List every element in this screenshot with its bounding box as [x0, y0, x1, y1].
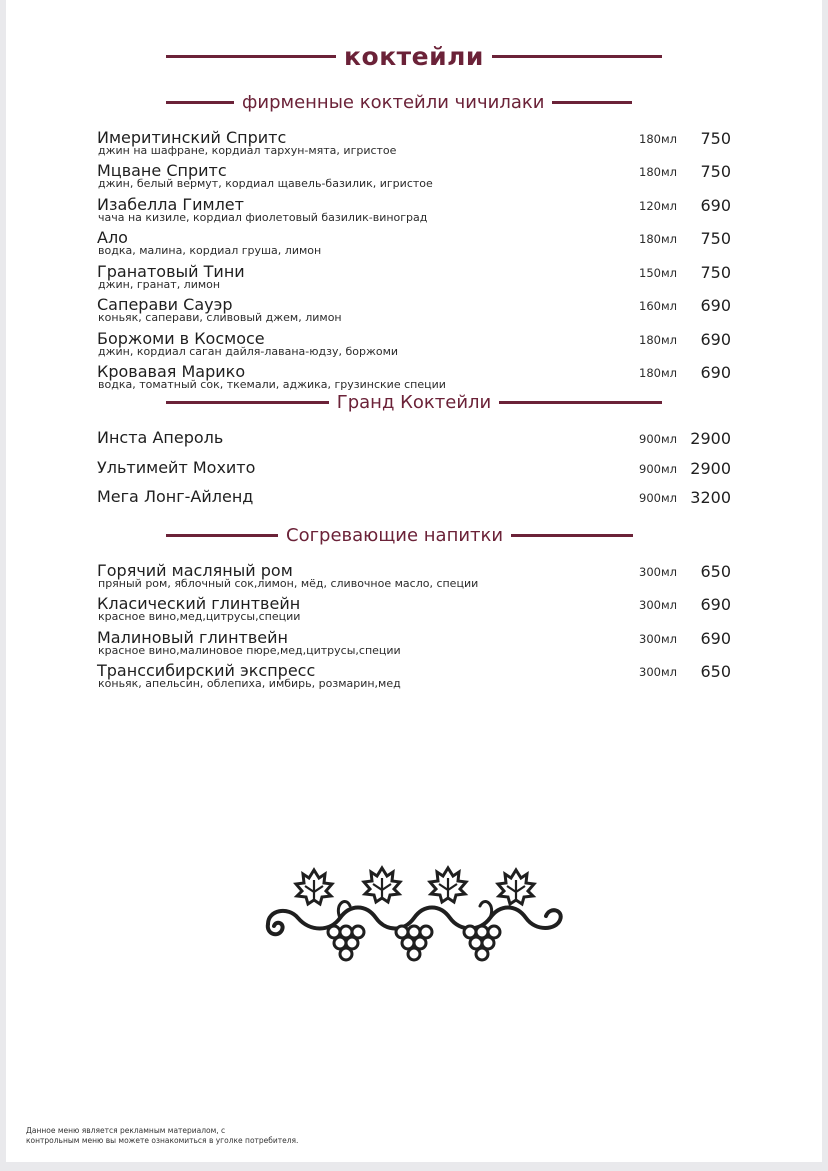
item-name: Ало	[97, 228, 128, 247]
menu-item	[97, 263, 737, 295]
page-title-text: коктейли	[344, 42, 484, 71]
item-volume: 160мл	[639, 299, 677, 313]
item-price: 750	[700, 229, 731, 248]
item-description: красное вино,малиновое пюре,мед,цитрусы,специи	[98, 644, 401, 657]
heading-rule-right	[511, 534, 633, 537]
footer-line-2: контрольным меню вы можете ознакомиться в уголке потребителя.	[26, 1136, 299, 1145]
grapevine-ornament-icon	[254, 860, 574, 970]
item-volume: 180мл	[639, 165, 677, 179]
item-price: 650	[700, 562, 731, 581]
menu-item	[97, 363, 737, 395]
item-name: Боржоми в Космосе	[97, 329, 265, 348]
heading-rule-right	[552, 101, 632, 104]
item-price: 690	[700, 296, 731, 315]
menu-item	[97, 629, 737, 661]
item-volume: 120мл	[639, 199, 677, 213]
item-description: коньяк, апельсин, облепиха, имбирь, розмарин,мед	[98, 677, 401, 690]
item-name: Горячий масляный ром	[97, 561, 293, 580]
item-price: 690	[700, 196, 731, 215]
item-price: 2900	[690, 459, 731, 478]
item-name: Малиновый глинтвейн	[97, 628, 288, 647]
item-name: Саперави Сауэр	[97, 295, 233, 314]
item-price: 750	[700, 129, 731, 148]
item-price: 3200	[690, 488, 731, 507]
item-volume: 300мл	[639, 632, 677, 646]
section-heading-signature	[166, 92, 662, 113]
item-price: 690	[700, 363, 731, 382]
heading-rule-left	[166, 401, 329, 404]
item-description: коньяк, саперави, сливовый джем, лимон	[98, 311, 342, 324]
item-price: 750	[700, 263, 731, 282]
item-price: 750	[700, 162, 731, 181]
section-heading-text: Согревающие напитки	[286, 525, 504, 546]
item-description: чача на кизиле, кордиал фиолетовый базилик-виноград	[98, 211, 428, 224]
menu-item	[97, 162, 737, 194]
section-heading-warming	[166, 525, 662, 546]
item-name: Изабелла Гимлет	[97, 195, 244, 214]
title-rule-right	[492, 55, 662, 58]
menu-item	[97, 562, 737, 594]
menu-item	[97, 129, 737, 161]
item-description: красное вино,мед,цитрусы,специи	[98, 610, 301, 623]
item-price: 690	[700, 330, 731, 349]
menu-item	[97, 196, 737, 228]
heading-rule-left	[166, 534, 278, 537]
menu-item	[97, 429, 737, 461]
menu-item	[97, 662, 737, 694]
item-name: Класический глинтвейн	[97, 594, 301, 613]
item-volume: 180мл	[639, 132, 677, 146]
heading-rule-left	[166, 101, 234, 104]
item-volume: 180мл	[639, 232, 677, 246]
item-price: 690	[700, 629, 731, 648]
section-heading-grand	[166, 392, 662, 413]
item-name: Мцване Спритс	[97, 161, 227, 180]
heading-rule-right	[499, 401, 662, 404]
item-price: 2900	[690, 429, 731, 448]
item-volume: 180мл	[639, 333, 677, 347]
item-volume: 300мл	[639, 665, 677, 679]
item-name: Кровавая Марико	[97, 362, 246, 381]
item-volume: 300мл	[639, 565, 677, 579]
item-price: 650	[700, 662, 731, 681]
item-volume: 900мл	[639, 462, 677, 476]
item-volume: 180мл	[639, 366, 677, 380]
item-name: Инста Апероль	[97, 428, 224, 447]
item-name: Имеритинский Спритс	[97, 128, 287, 147]
item-description: пряный ром, яблочный сок,лимон, мёд, сливочное масло, специи	[98, 577, 479, 590]
item-volume: 900мл	[639, 491, 677, 505]
item-description: джин, гранат, лимон	[98, 278, 221, 291]
item-volume: 300мл	[639, 598, 677, 612]
item-description: водка, томатный сок, ткемали, аджика, грузинские специи	[98, 378, 446, 391]
item-volume: 150мл	[639, 266, 677, 280]
item-description: джин, кордиал саган дайля-лавана-юдзу, боржоми	[98, 345, 399, 358]
menu-item	[97, 595, 737, 627]
page-title	[166, 42, 662, 71]
section-heading-text: фирменные коктейли чичилаки	[242, 92, 545, 113]
title-rule-left	[166, 55, 336, 58]
item-name: Мега Лонг-Айленд	[97, 487, 254, 506]
section-heading-text: Гранд Коктейли	[336, 392, 492, 413]
item-description: джин на шафране, кордиал тархун-мята, игристое	[98, 144, 397, 157]
item-name: Гранатовый Тини	[97, 262, 245, 281]
item-description: водка, малина, кордиал груша, лимон	[98, 244, 322, 257]
item-volume: 900мл	[639, 432, 677, 446]
footer-disclaimer	[26, 1126, 346, 1146]
item-description: джин, белый вермут, кордиал щавель-базилик, игристое	[98, 177, 433, 190]
item-name: Транссибирский экспресс	[97, 661, 316, 680]
item-name: Ультимейт Мохито	[97, 458, 256, 477]
footer-line-1: Данное меню является рекламным материалом, с	[26, 1126, 226, 1135]
item-price: 690	[700, 595, 731, 614]
menu-item	[97, 296, 737, 328]
menu-item	[97, 229, 737, 261]
menu-item	[97, 330, 737, 362]
menu-item	[97, 488, 737, 520]
